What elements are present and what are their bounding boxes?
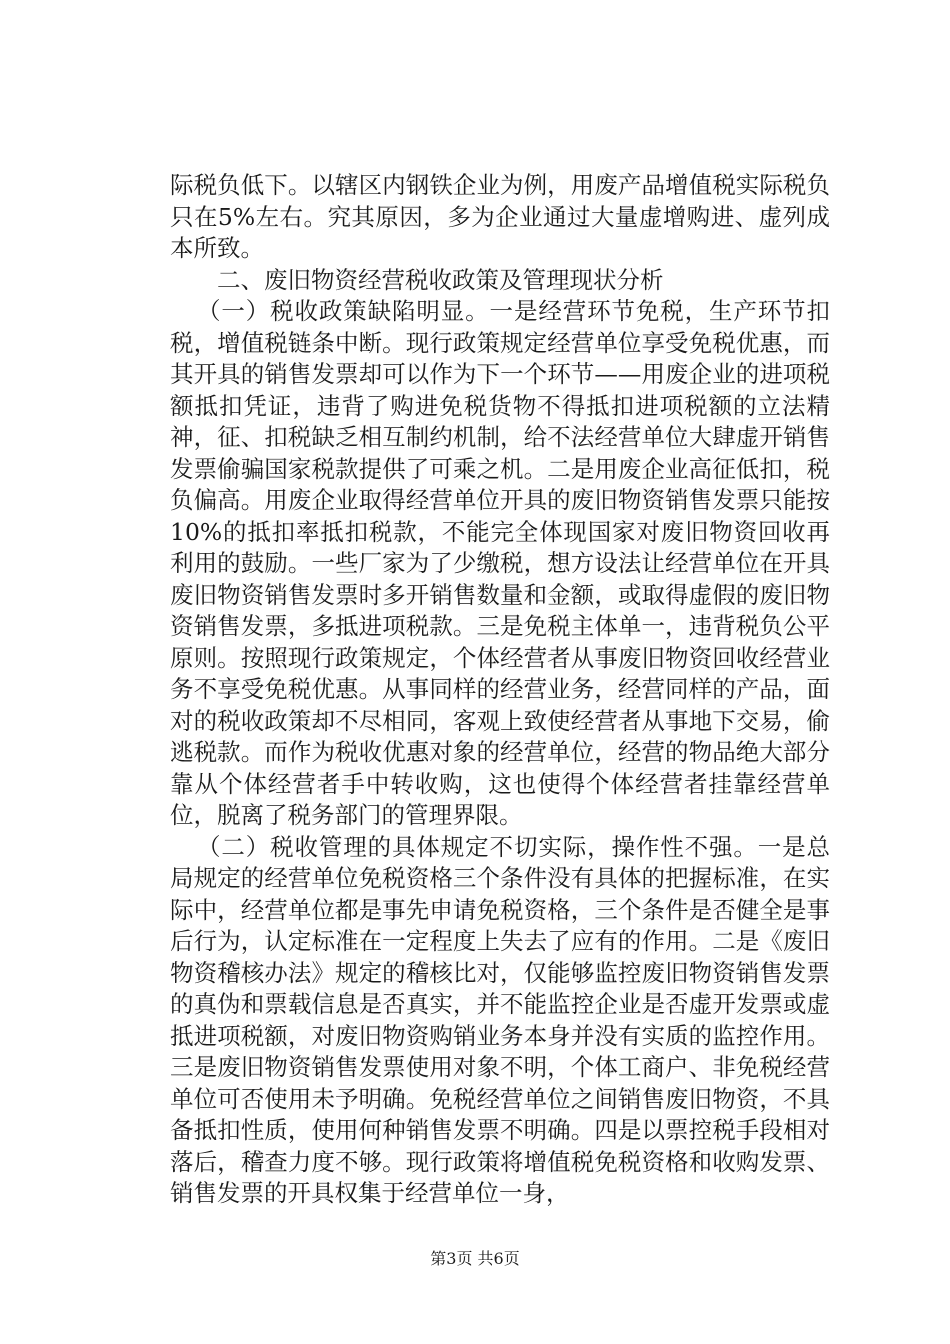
section-heading: 二、废旧物资经营税收政策及管理现状分析: [217, 265, 664, 294]
paragraph-continuation: 际税负低下。以辖区内钢铁企业为例，用废产品增值税实际税负只在5%左右。究其原因，多为企业通过大量虚增购进、虚列成本所致。: [170, 171, 830, 262]
document-body: [170, 170, 830, 1210]
paragraph-tax-policy-defects: （一）税收政策缺陷明显。一是经营环节免税，生产环节扣税，增值税链条中断。现行政策规定经营单位享受免税优惠，而其开具的销售发票却可以作为下一个环节——用废企业的进项税额抵扣凭证，违背了购进免税货物不得抵扣进项税额的立法精神，征、扣税缺乏相互制约机制，给不法经营单位大肆虚开销售发票偷骗国家税款提供了可乘之机。二是用废企业高征低扣，税负偏高。用废企业取得经营单位开具的废旧物资销售发票只能按10%的抵扣率抵扣税款，不能完全体现国家对废旧物资回收再利用的鼓励。一些厂家为了少缴税，想方设法让经营单位在开具废旧物资销售发票时多开销售数量和金额，或取得虚假的废旧物资销售发票，多抵进项税款。三是免税主体单一，违背税负公平原则。按照现行政策规定，个体经营者从事废旧物资回收经营业务不享受免税优惠。从事同样的经营业务，经营同样的产品，面对的税收政策却不尽相同，客观上致使经营者从事地下交易，偷逃税款。而作为税收优惠对象的经营单位，经营的物品绝大部分靠从个体经营者手中转收购，这也使得个体经营者挂靠经营单位，脱离了税务部门的管理界限。: [170, 297, 830, 829]
page-footer: 第3页 共6页: [430, 1249, 520, 1268]
paragraph-tax-management-rules: （二）税收管理的具体规定不切实际，操作性不强。一是总局规定的经营单位免税资格三个条件没有具体的把握标准，在实际中，经营单位都是事先申请免税资格，三个条件是否健全是事后行为，认定标准在一定程度上失去了应有的作用。二是《废旧物资稽核办法》规定的稽核比对，仅能够监控废旧物资销售发票的真伪和票载信息是否真实，并不能监控企业是否虚开发票或虚抵进项税额，对废旧物资购销业务本身并没有实质的监控作用。三是废旧物资销售发票使用对象不明，个体工商户、非免税经营单位可否使用未予明确。免税经营单位之间销售废旧物资，不具备抵扣性质，使用何种销售发票不明确。四是以票控税手段相对落后，稽查力度不够。现行政策将增值税免税资格和收购发票、销售发票的开具权集于经营单位一身，: [170, 832, 830, 1207]
